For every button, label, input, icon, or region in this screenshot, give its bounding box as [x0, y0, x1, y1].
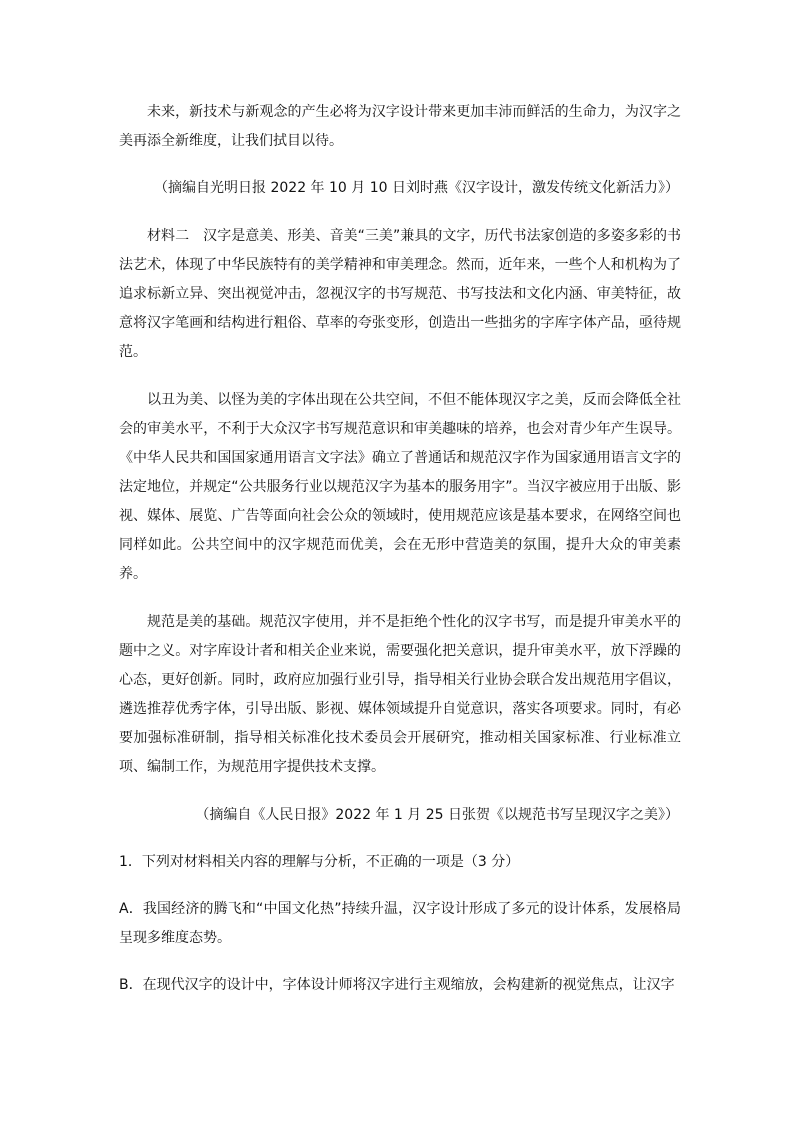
option-b: B．在现代汉字的设计中，字体设计师将汉字进行主观缩放，会构建新的视觉焦点，让汉字 — [119, 977, 675, 993]
paragraph-standardization: 规范是美的基础。规范汉字使用，并不是拒绝个性化的汉字书写，而是提升审美水平的题中之义。对字库设计者和相关企业来说，需要强化把关意识，提升审美水平，放下浮躁的心态，更好创新。同时，政府应加强行业引导，指导相关行业协会联合发出规范用字倡议，遴选推荐优秀字体，引导出版、影视、媒体领域提升自觉意识，落实各项要求。同时，有必要加强标准研制，指导相关标准化技术委员会开展研究，推动相关国家标准、行业标准立项、编制工作，为规范用字提供技术支撑。 — [119, 614, 681, 775]
question-1: 1．下列对材料相关内容的理解与分析，不正确的一项是（3 分） — [119, 854, 520, 870]
paragraph-material-two: 材料二 汉字是意美、形美、音美“三美”兼具的文字，历代书法家创造的多姿多彩的书法艺术，体现了中华民族特有的美学精神和审美理念。然而，近年来，一些个人和机构为了追求标新立异、突出视觉冲击，忽视汉字的书写规范、书写技法和文化内涵、审美特征，故意将汉字笔画和结构进行粗俗、草率的夸张变形，创造出一些拙劣的字库字体产品，亟待规范。 — [119, 228, 681, 360]
document-page — [119, 98, 681, 1000]
source-citation-guangming-daily: （摘编自光明日报 2022 年 10 月 10 日刘时燕《汉字设计，激发传统文化新活力》） — [154, 180, 679, 196]
option-a: A．我国经济的腾飞和“中国文化热”持续升温，汉字设计形成了多元的设计体系，发展格局呈现多维度态势。 — [119, 901, 681, 946]
source-citation-peoples-daily: （摘编自《人民日报》2022 年 1 月 25 日张贺《以规范书写呈现汉字之美》） — [195, 807, 679, 823]
paragraph-future-of-hanzi-design: 未来，新技术与新观念的产生必将为汉字设计带来更加丰沛而鲜活的生命力，为汉字之美再添全新维度，让我们拭目以待。 — [119, 104, 681, 149]
paragraph-public-space-fonts: 以丑为美、以怪为美的字体出现在公共空间，不但不能体现汉字之美，反而会降低全社会的审美水平，不利于大众汉字书写规范意识和审美趣味的培养，也会对青少年产生误导。《中华人民共和国国家通用语言文字法》确立了普通话和规范汉字作为国家通用语言文字的法定地位，并规定“公共服务行业以规范汉字为基本的服务用字”。当汉字被应用于出版、影视、媒体、展览、广告等面向社会公众的领域时，使用规范应该是基本要求，在网络空间也同样如此。公共空间中的汉字规范而优美，会在无形中营造美的氛围，提升大众的审美素养。 — [119, 392, 681, 582]
